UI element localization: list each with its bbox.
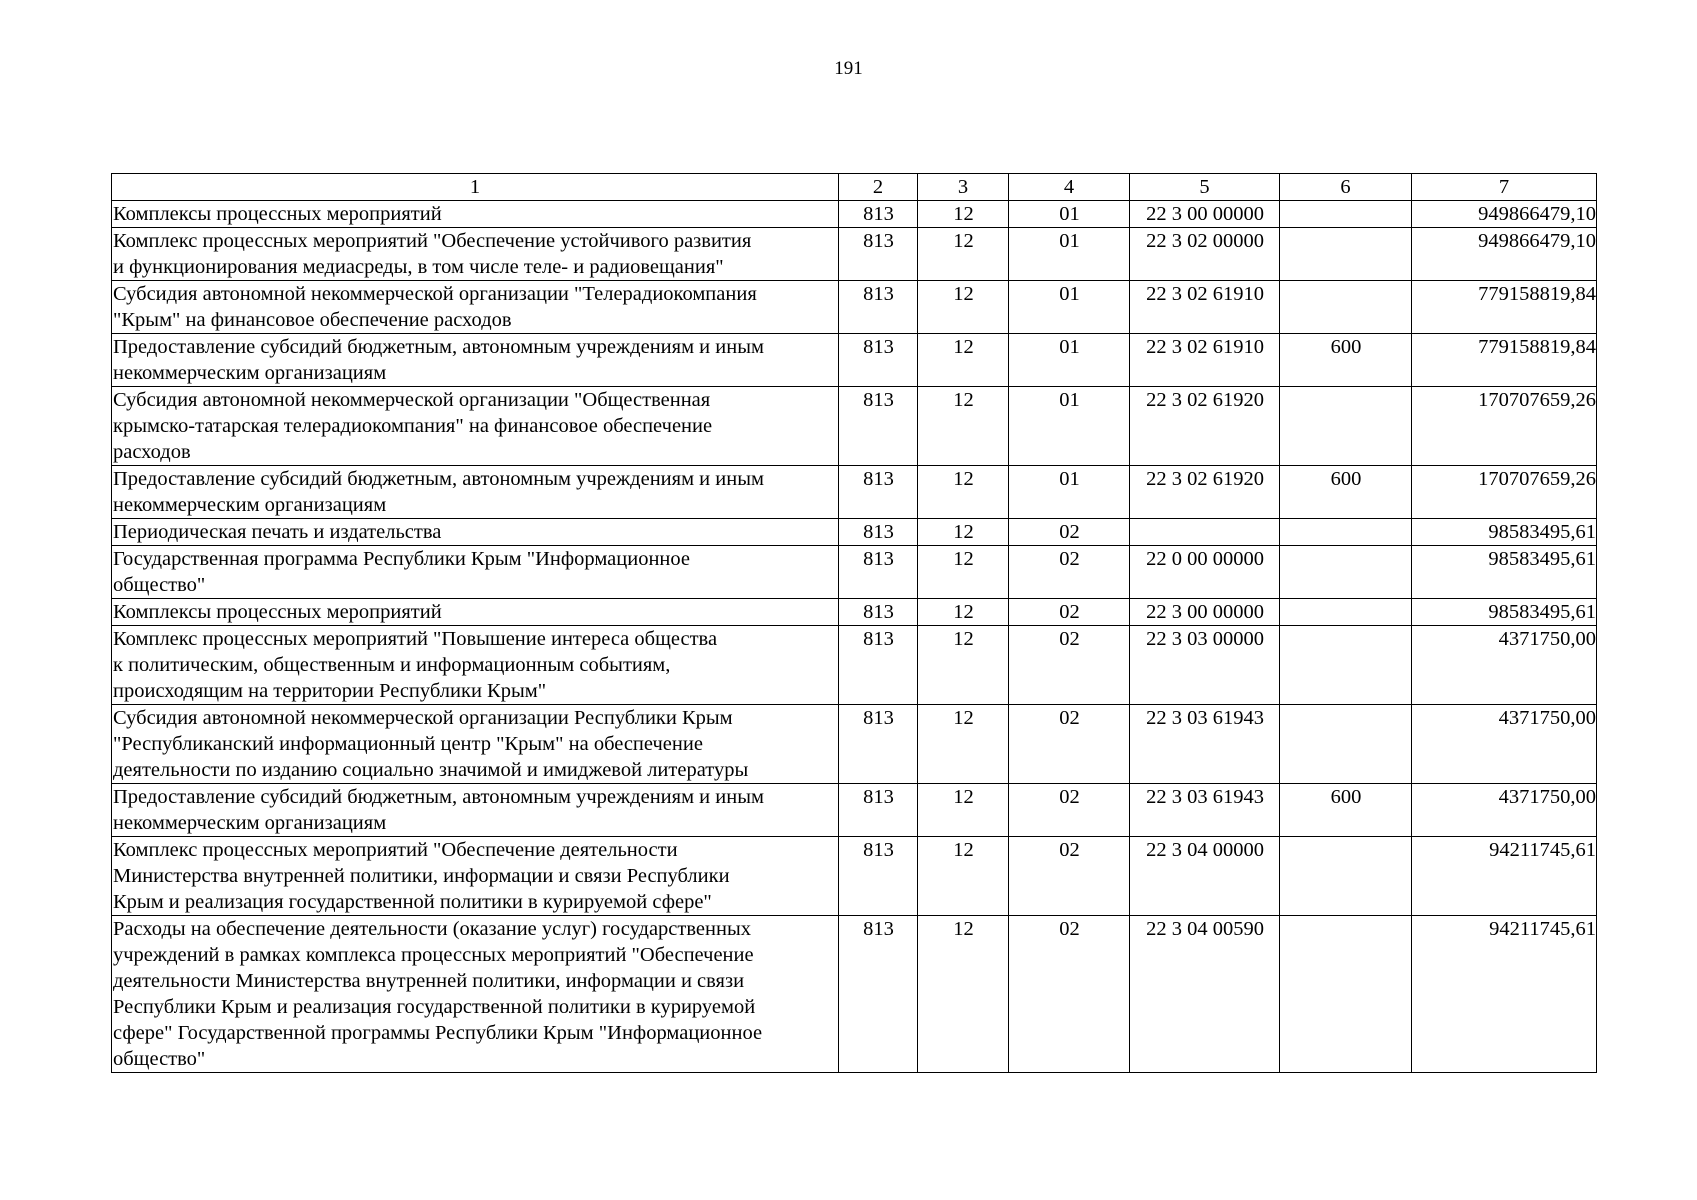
row-amount-cell: 4371750,00 bbox=[1412, 784, 1597, 837]
row-col3-cell: 12 bbox=[918, 705, 1009, 784]
row-col6-cell bbox=[1280, 387, 1412, 466]
row-col5-cell: 22 3 02 61910 bbox=[1130, 334, 1280, 387]
row-col2-cell: 813 bbox=[839, 201, 918, 228]
table-row bbox=[112, 334, 1597, 387]
column-header-2: 2 bbox=[839, 174, 918, 201]
row-col2-cell: 813 bbox=[839, 281, 918, 334]
row-col3-cell: 12 bbox=[918, 334, 1009, 387]
row-col4-cell: 02 bbox=[1009, 916, 1130, 1073]
row-col3-cell: 12 bbox=[918, 784, 1009, 837]
row-col4-cell: 02 bbox=[1009, 705, 1130, 784]
row-name-cell: Комплексы процессных мероприятий bbox=[112, 201, 839, 228]
row-name-cell: Предоставление субсидий бюджетным, автономным учреждениям и иным некоммерческим организациям bbox=[112, 334, 839, 387]
row-name-cell: Расходы на обеспечение деятельности (оказание услуг) государственных учреждений в рамках комплекса процессных мероприятий "Обеспечение деятельности Министерства внутренней политики, информации и связи Республики Крым и реализация государственной политики в курируемой сфере" Государственной программы Республики Крым "Информационное общество" bbox=[112, 916, 839, 1073]
row-col6-cell bbox=[1280, 916, 1412, 1073]
row-col5-cell: 22 3 04 00590 bbox=[1130, 916, 1280, 1073]
table-row bbox=[112, 546, 1597, 599]
row-col4-cell: 01 bbox=[1009, 281, 1130, 334]
row-col6-cell bbox=[1280, 837, 1412, 916]
column-header-4: 4 bbox=[1009, 174, 1130, 201]
table-row bbox=[112, 837, 1597, 916]
row-col5-cell: 22 3 03 61943 bbox=[1130, 705, 1280, 784]
row-col4-cell: 02 bbox=[1009, 626, 1130, 705]
column-header-5: 5 bbox=[1130, 174, 1280, 201]
row-amount-cell: 4371750,00 bbox=[1412, 705, 1597, 784]
row-col5-cell: 22 3 00 00000 bbox=[1130, 599, 1280, 626]
row-col6-cell bbox=[1280, 201, 1412, 228]
row-col5-cell: 22 3 00 00000 bbox=[1130, 201, 1280, 228]
row-col2-cell: 813 bbox=[839, 334, 918, 387]
row-col3-cell: 12 bbox=[918, 546, 1009, 599]
row-col2-cell: 813 bbox=[839, 784, 918, 837]
table-row bbox=[112, 626, 1597, 705]
table-row bbox=[112, 784, 1597, 837]
row-col6-cell bbox=[1280, 546, 1412, 599]
row-col5-cell: 22 0 00 00000 bbox=[1130, 546, 1280, 599]
row-amount-cell: 949866479,10 bbox=[1412, 201, 1597, 228]
row-col2-cell: 813 bbox=[839, 466, 918, 519]
row-col6-cell: 600 bbox=[1280, 334, 1412, 387]
row-col5-cell: 22 3 02 00000 bbox=[1130, 228, 1280, 281]
row-amount-cell: 98583495,61 bbox=[1412, 546, 1597, 599]
row-name-cell: Предоставление субсидий бюджетным, автономным учреждениям и иным некоммерческим организациям bbox=[112, 466, 839, 519]
header-row bbox=[112, 174, 1597, 201]
row-name-cell: Государственная программа Республики Крым "Информационное общество" bbox=[112, 546, 839, 599]
row-col2-cell: 813 bbox=[839, 705, 918, 784]
page-number: 191 bbox=[834, 58, 863, 79]
row-col3-cell: 12 bbox=[918, 916, 1009, 1073]
row-col5-cell bbox=[1130, 519, 1280, 546]
table-row bbox=[112, 599, 1597, 626]
row-col3-cell: 12 bbox=[918, 599, 1009, 626]
row-col4-cell: 02 bbox=[1009, 837, 1130, 916]
row-col5-cell: 22 3 02 61920 bbox=[1130, 387, 1280, 466]
row-col5-cell: 22 3 02 61920 bbox=[1130, 466, 1280, 519]
row-name-cell: Предоставление субсидий бюджетным, автономным учреждениям и иным некоммерческим организациям bbox=[112, 784, 839, 837]
row-name-cell: Субсидия автономной некоммерческой организации "Общественная крымско-татарская телерадиокомпания" на финансовое обеспечение расходов bbox=[112, 387, 839, 466]
row-col3-cell: 12 bbox=[918, 387, 1009, 466]
row-col4-cell: 01 bbox=[1009, 387, 1130, 466]
row-col2-cell: 813 bbox=[839, 916, 918, 1073]
row-col3-cell: 12 bbox=[918, 466, 1009, 519]
table-row bbox=[112, 466, 1597, 519]
table-row bbox=[112, 387, 1597, 466]
row-col3-cell: 12 bbox=[918, 201, 1009, 228]
table-row bbox=[112, 281, 1597, 334]
row-name-cell: Периодическая печать и издательства bbox=[112, 519, 839, 546]
row-col6-cell bbox=[1280, 519, 1412, 546]
row-name-cell: Комплексы процессных мероприятий bbox=[112, 599, 839, 626]
row-name-cell: Субсидия автономной некоммерческой организации "Телерадиокомпания "Крым" на финансовое обеспечение расходов bbox=[112, 281, 839, 334]
row-amount-cell: 779158819,84 bbox=[1412, 281, 1597, 334]
row-col4-cell: 01 bbox=[1009, 228, 1130, 281]
row-amount-cell: 94211745,61 bbox=[1412, 916, 1597, 1073]
budget-table bbox=[111, 173, 1597, 1073]
row-col6-cell: 600 bbox=[1280, 784, 1412, 837]
row-col2-cell: 813 bbox=[839, 599, 918, 626]
row-col3-cell: 12 bbox=[918, 837, 1009, 916]
row-amount-cell: 779158819,84 bbox=[1412, 334, 1597, 387]
row-col4-cell: 01 bbox=[1009, 466, 1130, 519]
row-amount-cell: 98583495,61 bbox=[1412, 599, 1597, 626]
row-col4-cell: 01 bbox=[1009, 334, 1130, 387]
row-col6-cell bbox=[1280, 705, 1412, 784]
row-col5-cell: 22 3 02 61910 bbox=[1130, 281, 1280, 334]
row-col4-cell: 02 bbox=[1009, 784, 1130, 837]
row-col3-cell: 12 bbox=[918, 519, 1009, 546]
row-col4-cell: 02 bbox=[1009, 546, 1130, 599]
row-col3-cell: 12 bbox=[918, 626, 1009, 705]
row-col3-cell: 12 bbox=[918, 228, 1009, 281]
column-header-1: 1 bbox=[112, 174, 839, 201]
row-col5-cell: 22 3 04 00000 bbox=[1130, 837, 1280, 916]
row-amount-cell: 98583495,61 bbox=[1412, 519, 1597, 546]
row-col2-cell: 813 bbox=[839, 387, 918, 466]
row-col6-cell bbox=[1280, 626, 1412, 705]
row-col4-cell: 02 bbox=[1009, 599, 1130, 626]
row-col6-cell bbox=[1280, 281, 1412, 334]
table-row bbox=[112, 201, 1597, 228]
row-name-cell: Комплекс процессных мероприятий "Обеспечение устойчивого развития и функционирования медиасреды, в том числе теле- и радиовещания" bbox=[112, 228, 839, 281]
row-col2-cell: 813 bbox=[839, 626, 918, 705]
row-col2-cell: 813 bbox=[839, 837, 918, 916]
row-amount-cell: 170707659,26 bbox=[1412, 466, 1597, 519]
row-name-cell: Комплекс процессных мероприятий "Обеспечение деятельности Министерства внутренней политики, информации и связи Республики Крым и реализация государственной политики в курируемой сфере" bbox=[112, 837, 839, 916]
column-header-6: 6 bbox=[1280, 174, 1412, 201]
row-amount-cell: 94211745,61 bbox=[1412, 837, 1597, 916]
row-amount-cell: 949866479,10 bbox=[1412, 228, 1597, 281]
table-row bbox=[112, 519, 1597, 546]
row-col5-cell: 22 3 03 00000 bbox=[1130, 626, 1280, 705]
row-name-cell: Субсидия автономной некоммерческой организации Республики Крым "Республиканский информационный центр "Крым" на обеспечение деятельности по изданию социально значимой и имиджевой литературы bbox=[112, 705, 839, 784]
row-col4-cell: 02 bbox=[1009, 519, 1130, 546]
row-col2-cell: 813 bbox=[839, 519, 918, 546]
row-name-cell: Комплекс процессных мероприятий "Повышение интереса общества к политическим, общественным и информационным событиям, происходящим на территории Республики Крым" bbox=[112, 626, 839, 705]
column-header-7: 7 bbox=[1412, 174, 1597, 201]
table-row bbox=[112, 705, 1597, 784]
row-col3-cell: 12 bbox=[918, 281, 1009, 334]
table-row bbox=[112, 228, 1597, 281]
row-col6-cell: 600 bbox=[1280, 466, 1412, 519]
row-amount-cell: 170707659,26 bbox=[1412, 387, 1597, 466]
row-amount-cell: 4371750,00 bbox=[1412, 626, 1597, 705]
column-header-3: 3 bbox=[918, 174, 1009, 201]
row-col4-cell: 01 bbox=[1009, 201, 1130, 228]
row-col2-cell: 813 bbox=[839, 228, 918, 281]
table-body bbox=[112, 201, 1597, 1073]
row-col6-cell bbox=[1280, 599, 1412, 626]
table-row bbox=[112, 916, 1597, 1073]
row-col2-cell: 813 bbox=[839, 546, 918, 599]
row-col5-cell: 22 3 03 61943 bbox=[1130, 784, 1280, 837]
row-col6-cell bbox=[1280, 228, 1412, 281]
